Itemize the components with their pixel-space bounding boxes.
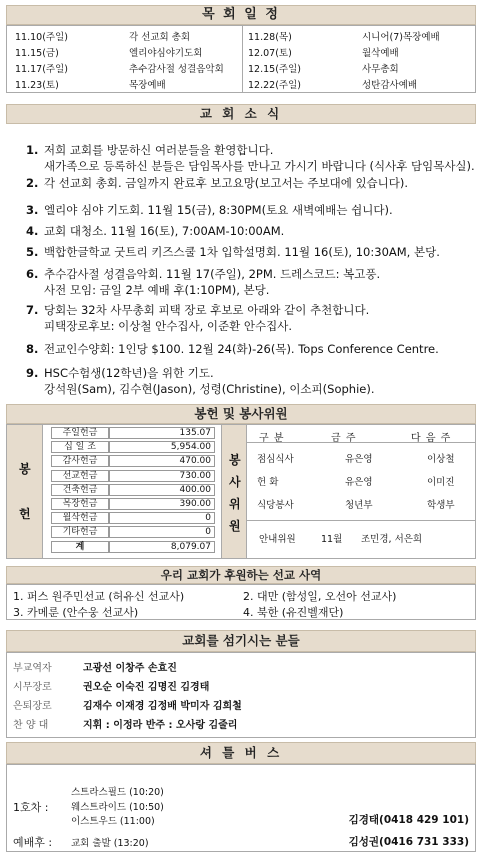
schedule-date: 11.23(토) bbox=[15, 80, 59, 91]
service-this-week: 유은영 bbox=[345, 454, 373, 465]
offering-label: 건축헌금 bbox=[51, 484, 109, 496]
schedule-date: 12.07(토) bbox=[248, 48, 292, 59]
offering-amount: 8,079.07 bbox=[109, 541, 215, 553]
offering-amount: 400.00 bbox=[109, 484, 215, 496]
shuttle-header: 셔 틀 버 스 bbox=[6, 742, 476, 764]
servers-header: 교회를 섬기시는 분들 bbox=[6, 630, 476, 652]
guide-label: 안내위원 bbox=[259, 534, 296, 545]
schedule-event: 목장예배 bbox=[129, 80, 166, 91]
offering-side bbox=[7, 425, 43, 558]
service-this-week: 유은영 bbox=[345, 477, 373, 488]
news-item-text: 엘리야 심야 기도회. 11월 15(금), 8:30PM(토요 새벽예배는 쉽니다). bbox=[44, 203, 393, 217]
service-side-label: 사 bbox=[229, 475, 241, 489]
news-item-text: 사전 모임: 금일 2부 예배 후(1:10PM), 본당. bbox=[44, 283, 270, 297]
schedule-header: 목 회 일 정 bbox=[6, 5, 476, 25]
shuttle-box bbox=[6, 764, 476, 852]
news-item-text: 전교인수양회: 1인당 $100. 12월 24(화)-26(목). Tops Conference Centre. bbox=[44, 342, 439, 356]
news-item-text: 당회는 32차 사무총회 피택 장로 후보로 아래와 같이 추천합니다. bbox=[44, 303, 370, 317]
mission-item: 3. 카메룬 (안수웅 선교사) bbox=[13, 606, 139, 619]
servers-box bbox=[6, 652, 476, 738]
service-side-label: 위 bbox=[229, 497, 241, 511]
news-item-number: 8. bbox=[26, 342, 39, 356]
offering-label: 감사헌금 bbox=[51, 455, 109, 467]
mission-box bbox=[6, 584, 476, 620]
shuttle-driver: 김성권(0416 731 333) bbox=[348, 836, 469, 848]
news-item-number: 2. bbox=[26, 176, 39, 190]
shuttle-stop: 이스트우드 (11:00) bbox=[71, 816, 155, 827]
service-side-label: 봉 bbox=[229, 453, 241, 467]
service-role: 점심식사 bbox=[257, 454, 294, 465]
service-header: 구 분 bbox=[259, 433, 285, 444]
service-side-label: 원 bbox=[229, 519, 241, 533]
offering-label: 기타헌금 bbox=[51, 526, 109, 538]
server-names: 권오순 이숙진 김명진 김경태 bbox=[83, 682, 210, 693]
offering-label: 월삭헌금 bbox=[51, 512, 109, 524]
shuttle-return-text: 교회 출발 (13:20) bbox=[71, 838, 149, 849]
schedule-date: 11.10(주일) bbox=[15, 32, 68, 43]
news-item-number: 1. bbox=[26, 143, 39, 157]
schedule-date: 11.15(금) bbox=[15, 48, 59, 59]
news-item-text: 추수감사절 성결음악회. 11월 17(주일), 2PM. 드레스코드: 복고풍. bbox=[44, 267, 381, 281]
news-item-text: 새가족으로 등록하신 분들은 담임목사를 만나고 가시기 바랍니다 (식사후 담임목사실). bbox=[44, 159, 475, 173]
offering-amount: 0 bbox=[109, 526, 215, 538]
service-next-week: 이미진 bbox=[427, 477, 455, 488]
offering-side-label-1: 봉 bbox=[19, 462, 31, 476]
schedule-date: 11.28(목) bbox=[248, 32, 292, 43]
schedule-event: 각 선교회 총회 bbox=[129, 32, 191, 43]
server-names: 지휘 : 이정라 반주 : 오사랑 김줄리 bbox=[83, 720, 238, 731]
news-item-text: 각 선교회 총회. 금일까지 완료후 보고요망(보고서는 주보대에 있습니다). bbox=[44, 176, 409, 190]
schedule-divider bbox=[242, 26, 243, 92]
news-item-text: 강석원(Sam), 김수현(Jason), 성령(Christine), 이소피(Sophie). bbox=[44, 382, 375, 396]
news-item-text: 저희 교회를 방문하신 여러분들을 환영합니다. bbox=[44, 143, 274, 157]
offering-amount: 5,954.00 bbox=[109, 441, 215, 453]
shuttle-driver: 김경태(0418 429 101) bbox=[348, 814, 469, 826]
news-item-text: HSC수험생(12학년)을 위한 기도. bbox=[44, 366, 214, 380]
offering-label: 십 일 조 bbox=[51, 441, 109, 453]
mission-item: 1. 퍼스 원주민선교 (허유신 선교사) bbox=[13, 590, 185, 603]
shuttle-car-label: 1호차 : bbox=[13, 801, 49, 814]
server-role: 시무장로 bbox=[13, 682, 52, 693]
offering-label: 목장헌금 bbox=[51, 498, 109, 510]
offering-box bbox=[6, 424, 476, 559]
service-header: 다 음 주 bbox=[411, 433, 452, 444]
schedule-date: 12.15(주일) bbox=[248, 64, 301, 75]
service-grid-line bbox=[247, 442, 475, 443]
shuttle-stop: 스트라스필드 (10:20) bbox=[71, 787, 164, 798]
news-item-number: 4. bbox=[26, 224, 39, 238]
news-header: 교 회 소 식 bbox=[6, 104, 476, 124]
offering-label: 계 bbox=[51, 541, 109, 553]
schedule-event: 월삭예배 bbox=[362, 48, 399, 59]
schedule-date: 11.17(주일) bbox=[15, 64, 68, 75]
offering-label: 주일헌금 bbox=[51, 427, 109, 439]
offering-header: 봉헌 및 봉사위원 bbox=[6, 404, 476, 424]
news-item-number: 6. bbox=[26, 267, 39, 281]
service-header: 금 주 bbox=[331, 433, 357, 444]
service-next-week: 학생부 bbox=[427, 500, 455, 511]
offering-amount: 0 bbox=[109, 512, 215, 524]
news-item-number: 7. bbox=[26, 303, 39, 317]
schedule-date: 12.22(주일) bbox=[248, 80, 301, 91]
schedule-event: 성탄감사예배 bbox=[362, 80, 418, 91]
mission-header: 우리 교회가 후원하는 선교 사역 bbox=[6, 566, 476, 584]
server-role: 부교역자 bbox=[13, 663, 52, 674]
news-item-number: 9. bbox=[26, 366, 39, 380]
mission-item: 2. 대만 (함성일, 오선아 선교사) bbox=[243, 590, 397, 603]
service-role: 식당봉사 bbox=[257, 500, 294, 511]
news-item-text: 피택장로후보: 이상철 안수집사, 이준환 안수집사. bbox=[44, 319, 292, 333]
server-role: 은퇴장로 bbox=[13, 701, 52, 712]
news-item-number: 5. bbox=[26, 245, 39, 259]
service-grid-line bbox=[247, 520, 475, 521]
schedule-box bbox=[6, 25, 476, 93]
shuttle-return-label: 예배후 : bbox=[13, 836, 53, 849]
server-names: 고광선 이창주 손효진 bbox=[83, 663, 177, 674]
service-role: 헌 화 bbox=[257, 477, 279, 488]
news-item-number: 3. bbox=[26, 203, 39, 217]
mission-item: 4. 북한 (유진벨재단) bbox=[243, 606, 344, 619]
news-item-text: 교회 대청소. 11월 16(토), 7:00AM-10:00AM. bbox=[44, 224, 285, 238]
service-next-week: 이상철 bbox=[427, 454, 455, 465]
offering-amount: 135.07 bbox=[109, 427, 215, 439]
schedule-event: 시니어(7)목장예배 bbox=[362, 32, 440, 43]
news-item-text: 백합한글학교 굿트리 키즈스쿨 1차 입학설명회. 11월 16(토), 10:30AM, 본당. bbox=[44, 245, 440, 259]
server-role: 찬 양 대 bbox=[13, 720, 49, 731]
server-names: 김재수 이재경 김정배 박미자 김희철 bbox=[83, 701, 242, 712]
offering-amount: 390.00 bbox=[109, 498, 215, 510]
service-this-week: 청년부 bbox=[345, 500, 373, 511]
offering-amount: 730.00 bbox=[109, 470, 215, 482]
offering-amount: 470.00 bbox=[109, 455, 215, 467]
guide-month: 11월 bbox=[321, 534, 343, 545]
news-box bbox=[6, 124, 476, 404]
offering-side-label-2: 헌 bbox=[19, 507, 31, 521]
guide-names: 조민경, 서은희 bbox=[361, 534, 423, 545]
schedule-event: 사무총회 bbox=[362, 64, 399, 75]
schedule-event: 엘리야심야기도회 bbox=[129, 48, 203, 59]
offering-label: 선교헌금 bbox=[51, 470, 109, 482]
schedule-event: 추수감사절 성결음악회 bbox=[129, 64, 224, 75]
service-side bbox=[221, 425, 247, 558]
shuttle-stop: 웨스트라이드 (10:50) bbox=[71, 802, 164, 813]
